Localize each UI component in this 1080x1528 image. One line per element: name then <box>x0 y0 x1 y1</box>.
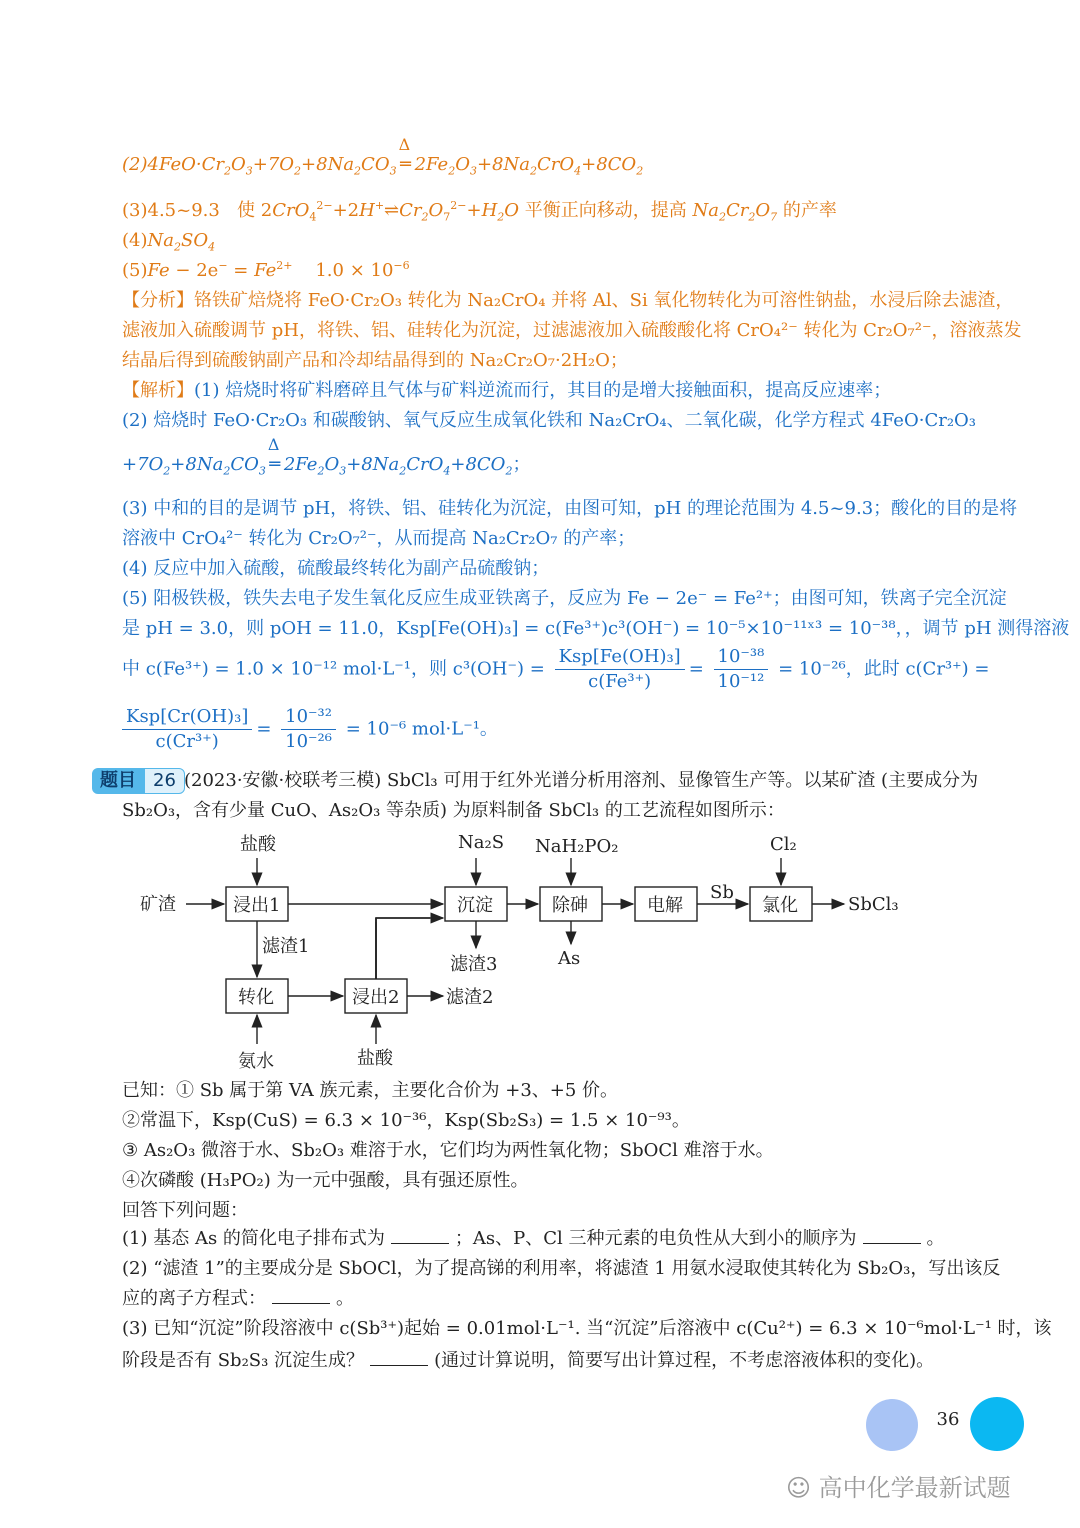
page-circle-left <box>866 1399 918 1451</box>
node-start: 矿渣 <box>140 894 176 915</box>
process-flowchart <box>130 826 910 1076</box>
page-number: 36 <box>936 1409 960 1430</box>
node-leach1: 浸出1 <box>233 895 281 916</box>
answer-5: $(5)Fe - 2e^- = Fe^{2+}$ $1.0 \times 10^{-6}$ <box>122 259 410 281</box>
reagent-nah2po2: NaH₂PO₂ <box>535 836 619 857</box>
known-3: ③ As₂O₃ 微溶于水、Sb₂O₃ 难溶于水，它们均为两性氧化物；SbOCl 难溶于水。 <box>122 1140 774 1161</box>
answer-blank-2[interactable] <box>863 1225 921 1244</box>
question-intro-2: Sb₂O₃，含有少量 CuO、As₂O₃ 等杂质) 为原料制备 SbCl₃ 的工艺流程如图所示： <box>122 800 785 821</box>
solution-line-3a: (3) 中和的目的是调节 pH，将铁、铝、硅转化为沉淀，由图可知，pH 的理论范围为 4.5~9.3；酸化的目的是将 <box>122 498 1018 519</box>
solution-line-5d: $\frac{\text{Ksp[Cr(OH)₃]}}{\text{c(Cr³⁺)}}$ = $\frac{\text{10⁻³²}}{\text{10⁻²⁶}}$ = 10⁻⁶ mol·L⁻¹。 <box>118 705 498 754</box>
question-3a: (3) 已知“沉淀”阶段溶液中 c(Sb³⁺)起始 = 0.01mol·L⁻¹. 当“沉淀”后溶液中 c(Cu²⁺) = 6.3 × 10⁻⁶mol·L⁻¹ 时，该 <box>122 1318 1052 1339</box>
solution-line-4: (4) 反应中加入硫酸，硫酸最终转化为副产品硫酸钠； <box>122 558 550 579</box>
page-circle-right <box>970 1397 1024 1451</box>
solution-line-2: (2) 焙烧时 FeO·Cr₂O₃ 和碳酸钠、氧气反应生成氧化铁和 Na₂CrO₄、二氧化碳，化学方程式 4FeO·Cr₂O₃ <box>122 410 977 431</box>
question-intro-1: (2023·安徽·校联考三模) SbCl₃ 可用于红外光谱分析用溶剂、显像管生产等。以某矿渣 (主要成分为 <box>184 770 979 791</box>
reagent-hcl-top: 盐酸 <box>240 834 276 855</box>
answer-4: $(4)Na_2SO_4$ <box>122 230 216 254</box>
analysis-line-2: 滤液加入硫酸调节 pH，将铁、铝、硅转化为沉淀，过滤滤液加入硫酸酸化将 CrO₄²⁻ 转化为 Cr₂O₇²⁻，溶液蒸发 <box>122 320 1022 341</box>
question-2a: (2) “滤渣 1”的主要成分是 SbOCl，为了提高锑的利用率，将滤渣 1 用氨水浸取使其转化为 Sb₂O₃，写出该反 <box>122 1258 1001 1279</box>
reagent-hcl-bottom: 盐酸 <box>357 1048 393 1069</box>
known-5: 回答下列问题： <box>122 1200 248 1221</box>
solution-line-3b: 溶液中 CrO₄²⁻ 转化为 Cr₂O₇²⁻，从而提高 Na₂Cr₂O₇ 的产率； <box>122 528 636 549</box>
output-as: As <box>558 948 581 969</box>
analysis-line-1: 【分析】铬铁矿焙烧将 FeO·Cr₂O₃ 转化为 Na₂CrO₄ 并将 Al、Si 氧化物转化为可溶性钠盐，水浸后除去滤渣， <box>122 290 1014 311</box>
fraction-ksp-cr: $\frac{\text{Ksp[Cr(OH)₃]}}{\text{c(Cr³⁺)}}$ <box>122 705 252 754</box>
solution-equation: $+7O_2+8Na_2CO_3$ Δ ═ $2Fe_2O_3+8Na_2CrO_4+8CO_2$； <box>122 435 531 478</box>
analysis-line-3: 结晶后得到硫酸钠副产品和冷却结晶得到的 Na₂Cr₂O₇·2H₂O； <box>122 350 628 371</box>
solution-line-5a: (5) 阳极铁极，铁失去电子发生氧化反应生成亚铁离子，反应为 Fe − 2e⁻ = Fe²⁺；由图可知，铁离子完全沉淀 <box>122 588 1007 609</box>
fraction-cr-values: $\frac{\text{10⁻³²}}{\text{10⁻²⁶}}$ <box>281 705 336 754</box>
solution-line-5b: 是 pH = 3.0，则 pOH = 11.0，Ksp[Fe(OH)₃] = c(Fe³⁺)c³(OH⁻) = 10⁻⁵×10⁻¹¹ˣ³ = 10⁻³⁸，，调节 pH 测得溶液 <box>122 618 1070 639</box>
fraction-ksp-fe: $\frac{\text{Ksp[Fe(OH)₃]}}{\text{c(Fe³⁺)}}$ <box>555 645 685 694</box>
known-2: ②常温下，Ksp(CuS) = 6.3 × 10⁻³⁶，Ksp(Sb₂S₃) = 1.5 × 10⁻⁹³。 <box>122 1110 690 1131</box>
question-2b: 应的离子方程式： 。 <box>122 1284 354 1314</box>
reagent-cl2: Cl₂ <box>770 834 797 855</box>
solution-line-1: 【解析】(1) 焙烧时将矿料磨碎且气体与矿料逆流而行，其目的是增大接触面积，提高反应速率； <box>122 380 892 401</box>
question-1: (1) 基态 As 的简化电子排布式为 ；As、P、Cl 三种元素的电负性从大到小的顺序为 。 <box>122 1224 945 1254</box>
question-badge-number: 26 <box>144 768 185 794</box>
output-sb: Sb <box>710 882 734 903</box>
question-badge <box>92 768 185 794</box>
output-residue1: 滤渣1 <box>262 936 310 957</box>
answer-2: $(2)4FeO\cdot Cr_2O_3+7O_2+8Na_2CO_3$ Δ ═ $2Fe_2O_3+8Na_2CrO_4+8CO_2$ <box>122 135 644 178</box>
known-4: ④次磷酸 (H₃PO₂) 为一元中强酸，具有强还原性。 <box>122 1170 529 1191</box>
reagent-ammonia: 氨水 <box>238 1051 274 1072</box>
fraction-fe-values: $\frac{\text{10⁻³⁸}}{\text{10⁻¹²}}$ <box>714 645 769 694</box>
node-dearsenic: 除砷 <box>552 895 588 916</box>
node-leach2: 浸出2 <box>352 987 400 1008</box>
solution-line-5c: 中 c(Fe³⁺) = 1.0 × 10⁻¹² mol·L⁻¹，则 c³(OH⁻) = $\frac{\text{Ksp[Fe(OH)₃]}}{\text{c(Fe³⁺)}}$ = $\frac{\text{10⁻³⁸}}{\text{10⁻¹²}}$ = 10⁻²⁶，此时 c(Cr³⁺) = <box>122 646 990 692</box>
question-badge-label: 题目 <box>92 768 144 794</box>
answer-blank-3[interactable] <box>272 1285 330 1304</box>
node-convert: 转化 <box>238 987 274 1008</box>
node-precip: 沉淀 <box>457 895 493 916</box>
output-residue2: 滤渣2 <box>446 987 494 1008</box>
watermark <box>786 1468 1011 1503</box>
known-1: 已知：① Sb 属于第 VA 族元素，主要化合价为 +3、+5 价。 <box>122 1080 619 1101</box>
answer-blank-4[interactable] <box>370 1347 428 1366</box>
answer-3: (3)4.5~9.3 使 $2CrO_4^{2-}+2H^+\rightleftharpoons Cr_2O_7^{2-}+H_2O$ 平衡正向移动，提高 $Na_2Cr_2O_7$ 的产率 <box>122 199 837 224</box>
node-electrolysis: 电解 <box>647 895 683 916</box>
watermark-text: 高中化学最新试题 <box>818 1474 1011 1502</box>
answer-blank-1[interactable] <box>391 1225 449 1244</box>
node-chlorination: 氯化 <box>762 895 798 916</box>
wechat-icon: ☺ <box>786 1474 812 1502</box>
node-product: SbCl₃ <box>848 894 899 915</box>
question-3b: 阶段是否有 Sb₂S₃ 沉淀生成？ (通过计算说明，简要写出计算过程，不考虑溶液体积的变化)。 <box>122 1346 934 1376</box>
reagent-na2s: Na₂S <box>458 832 505 853</box>
output-residue3: 滤渣3 <box>450 954 498 975</box>
